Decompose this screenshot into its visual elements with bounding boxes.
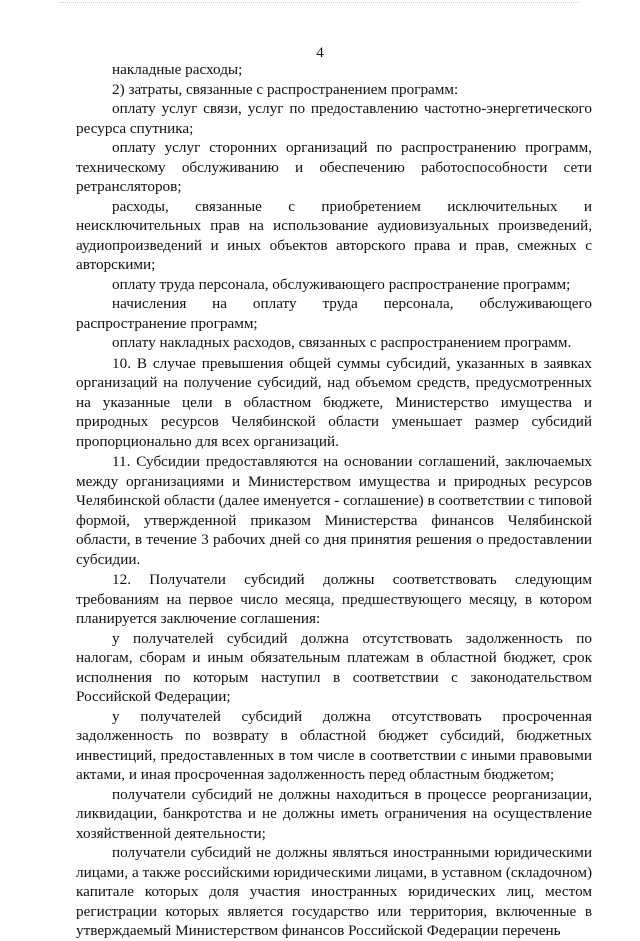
paragraph-clause-12: 12. Получатели субсидий должны соответствовать следующим требованиям на первое число месяца, предшествующего месяцу, в котором планируется заключение соглашения:: [76, 571, 592, 627]
paragraph-foreign-entities: получатели субсидий не должны являться иностранными юридическими лицами, а также российскими юридическими лицами, в уставном (складочном) капитале которых доля участия иностранных юридических лиц, местом регистрации которых является государство или территория, включенные в утверждаемый Министерством финансов Российской Федерации перечень: [76, 844, 592, 939]
paragraph-tax-debt: у получателей субсидий должна отсутствовать задолженность по налогам, сборам и иным обязательным платежам в областной бюджет, срок исполнения по которым наступил в соответствии с законодательством Российской Федерации;: [76, 629, 592, 705]
document-body: [76, 60, 592, 941]
paragraph-communication-services: оплату услуг связи, услуг по предоставлению частотно-энергетического ресурса спутника;: [76, 100, 592, 137]
scan-header-artifact: [60, 2, 580, 7]
paragraph-clause-10: 10. В случае превышения общей суммы субсидий, указанных в заявках организаций на получение субсидий, над объемом средств, предусмотренных на указанные цели в областном бюджете, Министерство имущества и природных ресурсов Челябинской области уменьшает размер субсидий пропорционально для всех организаций.: [76, 354, 592, 450]
paragraph-reorganization: получатели субсидий не должны находиться в процессе реорганизации, ликвидации, банкротства и не должны иметь ограничения на осуществление хозяйственной деятельности;: [76, 785, 592, 842]
paragraph-overhead-costs: накладные расходы;: [112, 61, 243, 78]
paragraph-rights-acquisition: расходы, связанные с приобретением исключительных и неисключительных прав на использование аудиовизуальных произведений, аудиопроизведений и иных объектов авторского права и прав, смежных с авторскими;: [76, 197, 592, 273]
paragraph-distribution-costs-heading: 2) затраты, связанные с распространением программ:: [112, 80, 459, 98]
page-number: 4: [316, 45, 324, 61]
paragraph-third-party-services: оплату услуг сторонних организаций по распространению программ, техническому обслуживанию и обеспечению работоспособности сети ретрансляторов;: [76, 139, 592, 195]
paragraph-overdue-debt: у получателей субсидий должна отсутствовать просроченная задолженность по возврату в областной бюджет субсидий, бюджетных инвестиций, предоставленных в том числе в соответствии с иными правовыми актами, и иная просроченная задолженность перед областным бюджетом;: [76, 707, 592, 783]
paragraph-staff-salary: оплату труда персонала, обслуживающего распространение программ;: [112, 275, 571, 293]
paragraph-overhead-distribution: оплату накладных расходов, связанных с распространением программ.: [112, 334, 572, 351]
paragraph-clause-11: 11. Субсидии предоставляются на основании соглашений, заключаемых между организациями и Министерством имущества и природных ресурсов Челябинской области (далее именуется - соглашение) в соответствии с типовой формой, утвержденной приказом Министерства финансов Челябинской области, в течение 3 рабочих дней со дня принятия решения о предоставлении субсидии.: [76, 453, 592, 568]
paragraph-salary-accruals: начисления на оплату труда персонала, обслуживающего распространение программ;: [76, 295, 592, 332]
